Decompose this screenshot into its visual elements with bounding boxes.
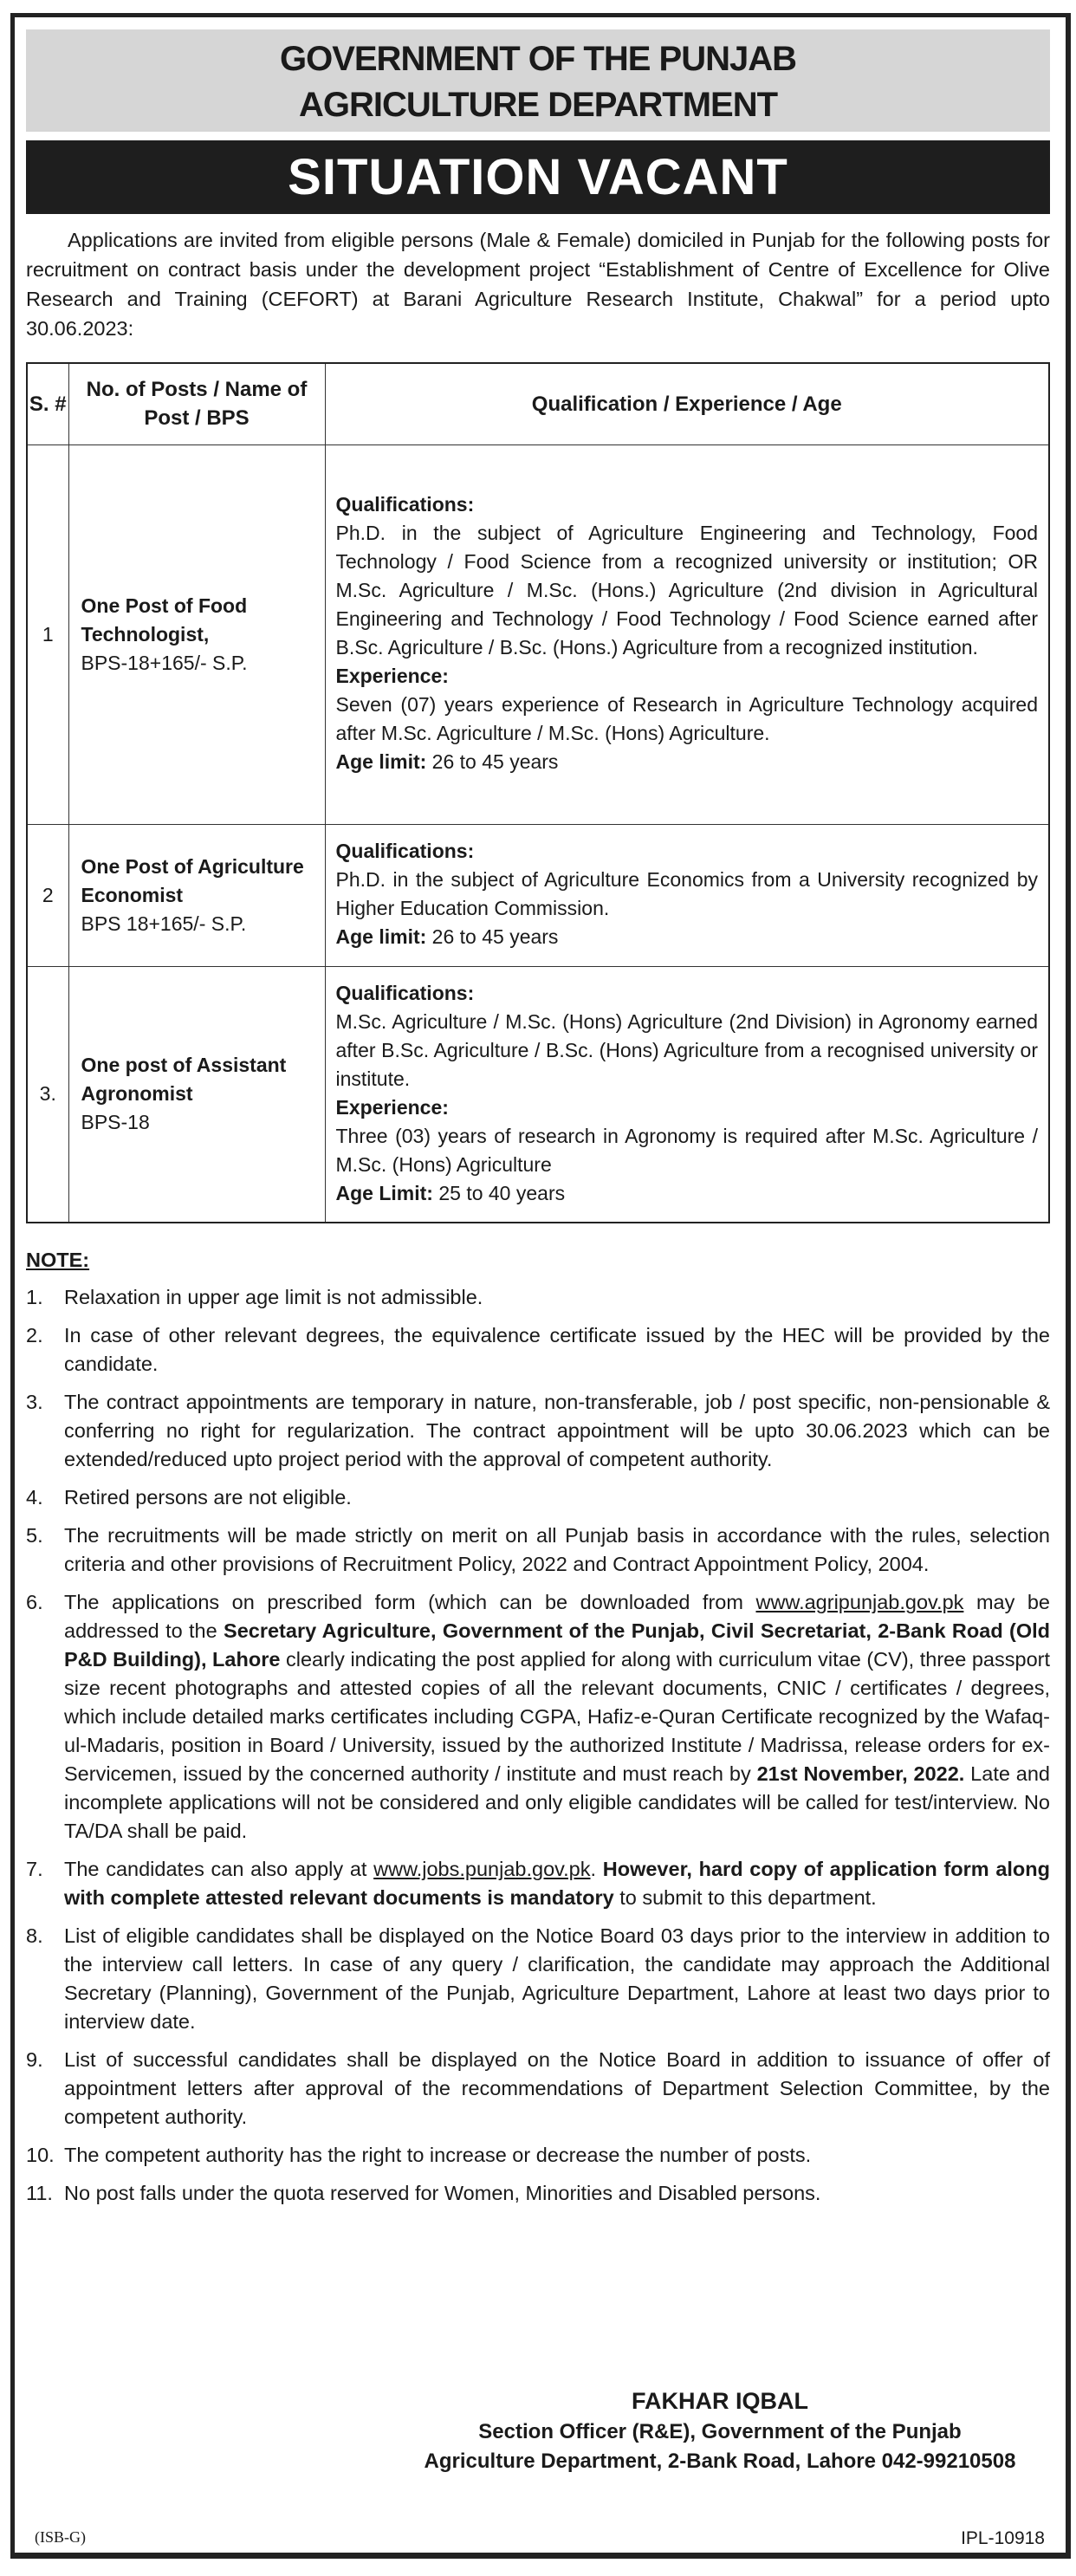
note-item <box>26 1522 1050 1579</box>
intro-paragraph: Applications are invited from eligible persons (Male & Female) domiciled in Punjab for the following posts for recruitment on contract basis under the development project “Establishment of Centre of Excellence for Olive Research and Training (CEFORT) at Barani Agriculture Research Institute, Chakwal” for a period upto 30.06.2023: <box>26 229 1050 340</box>
note-number: 11. <box>26 2182 53 2204</box>
note-segment: The competent authority has the right to increase or decrease the number of posts. <box>64 2144 812 2166</box>
note-segment: may be addressed to the <box>64 1591 1051 1642</box>
age-limit <box>336 1179 1039 1208</box>
header-government: GOVERNMENT OF THE PUNJAB <box>279 40 797 78</box>
post-bps: BPS 18+165/- S.P. <box>81 912 247 935</box>
footer-code-right: IPL-10918 <box>961 2528 1045 2548</box>
note-text <box>64 1388 1050 1474</box>
note-text <box>64 1321 1050 1379</box>
post-name: One post of Assistant Agronomist <box>81 1054 287 1106</box>
row-post <box>68 966 325 1223</box>
note-segment: List of successful candidates shall be displayed on the Notice Board in addition to issuance of offer of appointment letters after approval of the recommendations of Department Selection Committee, by the competent authority. <box>64 2048 1050 2128</box>
note-number: 6. <box>26 1591 43 1613</box>
qual-label: Qualifications: <box>335 981 475 1004</box>
note-item <box>26 1922 1050 2036</box>
post-name: One Post of Agriculture Economist <box>81 854 304 906</box>
posts-table <box>26 362 1050 1223</box>
note-segment: to submit to this department. <box>613 1886 877 1909</box>
note-segment: Late and incomplete applications will not be considered and only eligible candidates will be called for test/interview. No TA/DA shall be paid. <box>64 1762 1050 1842</box>
header <box>26 29 1050 132</box>
note-emphasis: 21st November, 2022. <box>756 1762 965 1785</box>
row-qualification <box>325 824 1049 966</box>
note-segment: The contract appointments are temporary in nature, non-transferable, job / post specific, non-pensionable & conferring no right for regularization. The contract appointment will be upto 30.06.2023 which can be extended/reduced upto project period with the approval of competent authority. <box>64 1391 1050 1470</box>
header-qualification: Qualification / Experience / Age <box>325 363 1049 444</box>
footer-code-left: (ISB-G) <box>35 2528 86 2546</box>
note-item <box>26 2179 1050 2208</box>
table-row <box>27 824 1049 966</box>
signatory-title: Section Officer (R&E), Government of the Punjab <box>478 2420 962 2443</box>
signatory-address: Agriculture Department, 2-Bank Road, Lahore 042-99210508 <box>424 2449 1016 2473</box>
note-number: 9. <box>26 2048 43 2071</box>
row-qualification <box>325 966 1049 1223</box>
table-header-row <box>27 363 1049 444</box>
post-bps: BPS-18 <box>81 1111 150 1134</box>
qual-text: Ph.D. in the subject of Agriculture Engineering and Technology, Food Technology / Food Science from a recognized university or institution; OR M.Sc. Agriculture / M.Sc. (Hons.) Agriculture (2nd division in Agricultural Engineering and Technology / Food Technology / Food Science earned after B.Sc. Agriculture / B.Sc. (Hons.) Agriculture from a recognized institution. <box>335 522 1038 659</box>
age-limit <box>336 923 1039 951</box>
note-item <box>26 1321 1050 1379</box>
note-segment: In case of other relevant degrees, the equivalence certificate issued by the HEC will be provided by the candidate. <box>64 1324 1050 1375</box>
qual-text: M.Sc. Agriculture / M.Sc. (Hons) Agriculture (2nd Division) in Agronomy earned after B.Sc. Agriculture / B.Sc. (Hons) Agriculture from a recognised university or institute. <box>335 1009 1038 1090</box>
note-item <box>26 1283 1050 1312</box>
table-row <box>27 444 1049 824</box>
note-text <box>64 1522 1050 1579</box>
note-emphasis: However, hard copy of application form along with complete attested relevant documents is mandatory <box>64 1858 1050 1909</box>
note-text <box>64 1588 1050 1846</box>
note-number: 8. <box>26 1924 43 1947</box>
note-emphasis: Secretary Agriculture, Government of the Punjab, Civil Secretariat, 2-Bank Road (Old P&D Building), Lahore <box>64 1619 1050 1671</box>
row-qualification <box>325 444 1049 824</box>
row-post <box>68 444 325 824</box>
note-number: 5. <box>26 1524 43 1547</box>
note-text <box>64 2179 1050 2208</box>
note-item <box>26 1588 1050 1846</box>
header-post: No. of Posts / Name of Post / BPS <box>68 363 325 444</box>
note-text <box>64 1283 1050 1312</box>
notes-list <box>26 1283 1050 2208</box>
age-label: Age Limit: <box>335 1181 433 1204</box>
exp-text: Three (03) years of research in Agronomy is required after M.Sc. Agriculture / M.Sc. (Hons) Agriculture <box>335 1124 1038 1176</box>
signature-block <box>390 2385 1050 2476</box>
header-department: AGRICULTURE DEPARTMENT <box>298 86 778 124</box>
age-label: Age limit: <box>335 750 427 773</box>
exp-label: Experience: <box>335 1095 449 1119</box>
note-text <box>64 1483 1050 1512</box>
website-link[interactable]: www.agripunjab.gov.pk <box>755 1591 964 1613</box>
note-number: 3. <box>26 1391 43 1413</box>
exp-label: Experience: <box>335 665 449 687</box>
age-value: 25 to 40 years <box>432 1181 566 1204</box>
age-limit <box>336 748 1039 776</box>
note-segment: Relaxation in upper age limit is not admissible. <box>64 1286 483 1308</box>
note-segment: Retired persons are not eligible. <box>64 1486 352 1509</box>
note-item <box>26 2046 1050 2132</box>
note-number: 7. <box>26 1858 43 1880</box>
note-item <box>26 1388 1050 1474</box>
qual-label: Qualifications: <box>335 493 475 516</box>
qual-label: Qualifications: <box>335 840 475 862</box>
note-item <box>26 1855 1050 1912</box>
age-value: 26 to 45 years <box>426 925 559 948</box>
post-bps: BPS-18+165/- S.P. <box>81 651 248 674</box>
website-link[interactable]: www.jobs.punjab.gov.pk <box>373 1858 591 1880</box>
note-item <box>26 2141 1050 2170</box>
age-value: 26 to 45 years <box>426 750 559 773</box>
note-segment: The candidates can also apply at <box>64 1858 374 1880</box>
note-segment: No post falls under the quota reserved for Women, Minorities and Disabled persons. <box>64 2182 821 2204</box>
note-number: 1. <box>26 1286 43 1308</box>
notes-section <box>26 1246 1050 2217</box>
row-sn: 2 <box>27 824 68 966</box>
row-sn: 1 <box>27 444 68 824</box>
qual-text: Ph.D. in the subject of Agriculture Economics from a University recognized by Higher Education Commission. <box>335 868 1038 919</box>
post-name: One Post of Food Technologist, <box>81 594 248 646</box>
note-text <box>64 2141 1050 2170</box>
note-text <box>64 2046 1050 2132</box>
table-row <box>27 966 1049 1223</box>
row-sn: 3. <box>27 966 68 1223</box>
note-segment: The recruitments will be made strictly on merit on all Punjab basis in accordance with the rules, selection criteria and other provisions of Recruitment Policy, 2022 and Contract Appointment Policy, 2004. <box>64 1524 1050 1575</box>
note-segment: . <box>590 1858 603 1880</box>
notes-title: NOTE: <box>26 1249 90 1271</box>
note-segment: List of eligible candidates shall be displayed on the Notice Board 03 days prior to the interview in addition to the interview call letters. In case of any query / clarification, the candidate may approach the Additional Secretary (Planning), Government of the Punjab, Agriculture Department, Lahore at least two days prior to interview date. <box>64 1924 1050 2033</box>
row-post <box>68 824 325 966</box>
note-number: 2. <box>26 1324 43 1346</box>
header-sn: S. # <box>27 363 68 444</box>
note-segment: clearly indicating the post applied for along with curriculum vitae (CV), three passport size recent photographs and attested copies of all the relevant documents, CNIC / certificates / degrees, which include detailed marks certificates including CGPA, Hafiz-e-Quran Certificate recognized by the Wafaq-ul-Madaris, position in Board / University, issued by the authorized Institute / Madrissa, release orders for ex-Servicemen, issued by the concerned authority / institute and must reach by <box>64 1648 1050 1785</box>
note-number: 10. <box>26 2144 55 2166</box>
note-segment: The applications on prescribed form (which can be downloaded from <box>64 1591 756 1613</box>
note-number: 4. <box>26 1486 43 1509</box>
age-label: Age limit: <box>335 925 427 948</box>
exp-text: Seven (07) years experience of Research in Agriculture Technology acquired after M.Sc. Agriculture / M.Sc. (Hons) Agriculture. <box>335 693 1038 744</box>
note-text <box>64 1922 1050 2036</box>
signatory-name: FAKHAR IQBAL <box>632 2388 808 2414</box>
note-text <box>64 1855 1050 1912</box>
banner-title: SITUATION VACANT <box>26 140 1050 214</box>
note-item <box>26 1483 1050 1512</box>
